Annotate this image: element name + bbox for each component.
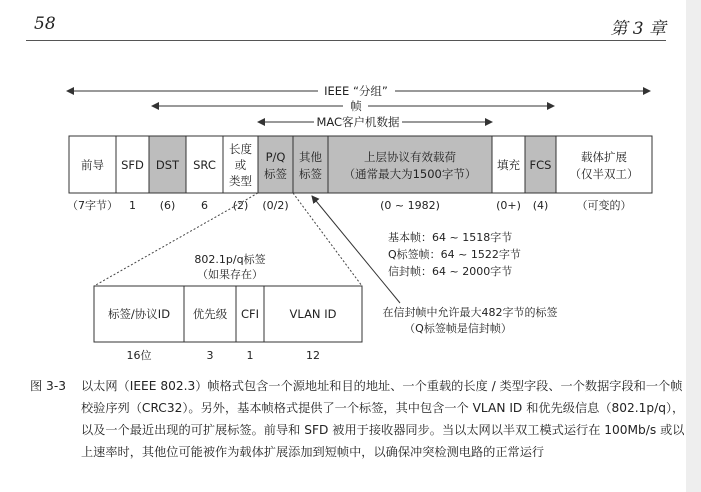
field-length-type-line3: 类型 [229, 174, 252, 188]
frame-fields [69, 136, 652, 193]
size-pad: (0+) [496, 199, 521, 212]
span-mac-client-data [258, 115, 492, 129]
figure-number: 图 3-3 [30, 379, 66, 393]
size-sfd: 1 [129, 199, 136, 212]
figure-caption-text: 以太网（IEEE 802.3）帧格式包含一个源地址和目的地址、一个重载的长度 / 类型字段、一个数据字段和一个帧校验序列（CRC32）。另外，基本帧格式提供了一个标签，其中包含一个 VLAN ID 和优先级信息（802.1p/q），以及一个最近出现的可扩展标签。前导和 SFD 被用于接收器同步。当以太网以半双工模式运行在 100Mb/s 或以上速率时，其他位可能被作为载体扩展添加到短帧中，以确保冲突检测电路的正常运行 [81, 379, 685, 459]
size-carrier-extension: （可变的） [576, 199, 632, 212]
page-number: 58 [34, 14, 56, 34]
field-preamble-label: 前导 [81, 158, 104, 172]
tag-field-vlan-id-label: VLAN ID [289, 307, 337, 321]
tag-field-cfi-label: CFI [240, 307, 260, 321]
field-payload-line2: （通常最大为1500字节） [343, 167, 477, 181]
tag-label-line2: （如果存在） [197, 268, 263, 281]
tag-size-protocol-id: 16位 [126, 349, 152, 362]
span-frame-label: 帧 [350, 99, 362, 113]
field-carrier-extension-line1: 载体扩展 [581, 150, 627, 164]
field-other-tags [293, 136, 328, 193]
span-mac-label: MAC客户机数据 [316, 115, 400, 129]
field-src-label: SRC [193, 158, 216, 172]
tag-fields [94, 286, 362, 342]
field-carrier-extension [556, 136, 652, 193]
field-payload [328, 136, 492, 193]
frame-size-notes [388, 230, 521, 278]
field-sfd-label: SFD [121, 158, 144, 172]
size-src: 6 [201, 199, 208, 212]
size-pq-tag: (0/2) [262, 199, 289, 212]
span-frame [152, 99, 554, 113]
field-sizes [67, 198, 632, 212]
size-fcs: (4) [532, 199, 549, 212]
tag-field-protocol-id-label: 标签/协议ID [107, 307, 171, 321]
tag-label-line1: 802.1p/q标签 [194, 253, 266, 266]
field-payload-line1: 上层协议有效载荷 [364, 150, 456, 164]
frame-size-envelope: 信封帧：64 ~ 2000字节 [388, 265, 513, 278]
tag-size-vlan-id: 12 [306, 349, 320, 362]
envelope-note-line1: 在信封帧中允许最大482字节的标签 [382, 306, 558, 319]
field-pq-tag [258, 136, 293, 193]
field-carrier-extension-line2: （仅半双工） [569, 167, 639, 181]
field-pad-label: 填充 [497, 158, 520, 172]
size-length-type: (2) [232, 199, 249, 212]
field-other-tags-line1: 其他 [299, 150, 322, 164]
field-pq-tag-line2: 标签 [264, 167, 287, 181]
size-preamble: （7字节） [67, 199, 118, 212]
tag-size-cfi: 1 [246, 349, 254, 362]
field-length-type-line1: 长度 [229, 142, 252, 156]
field-other-tags-line2: 标签 [299, 167, 322, 181]
field-dst-label: DST [155, 158, 180, 172]
span-ieee-label: IEEE “分组” [324, 84, 388, 98]
tag-size-priority: 3 [206, 349, 214, 362]
chapter-title: 第 3 章 [610, 19, 666, 39]
envelope-note-line2: （Q标签帧是信封帧） [404, 322, 512, 335]
field-length-type-line2: 或 [234, 158, 247, 172]
span-ieee-packet [67, 84, 650, 98]
tag-field-sizes [127, 349, 321, 362]
field-fcs-label: FCS [529, 158, 552, 172]
tag-field-priority-label: 优先级 [192, 307, 228, 321]
frame-size-qtag: Q标签帧：64 ~ 1522字节 [388, 248, 521, 261]
field-pq-tag-line1: P/Q [265, 150, 286, 164]
size-dst: (6) [159, 199, 176, 212]
frame-size-basic: 基本帧：64 ~ 1518字节 [388, 231, 513, 244]
size-payload: (0 ~ 1982) [380, 199, 440, 212]
